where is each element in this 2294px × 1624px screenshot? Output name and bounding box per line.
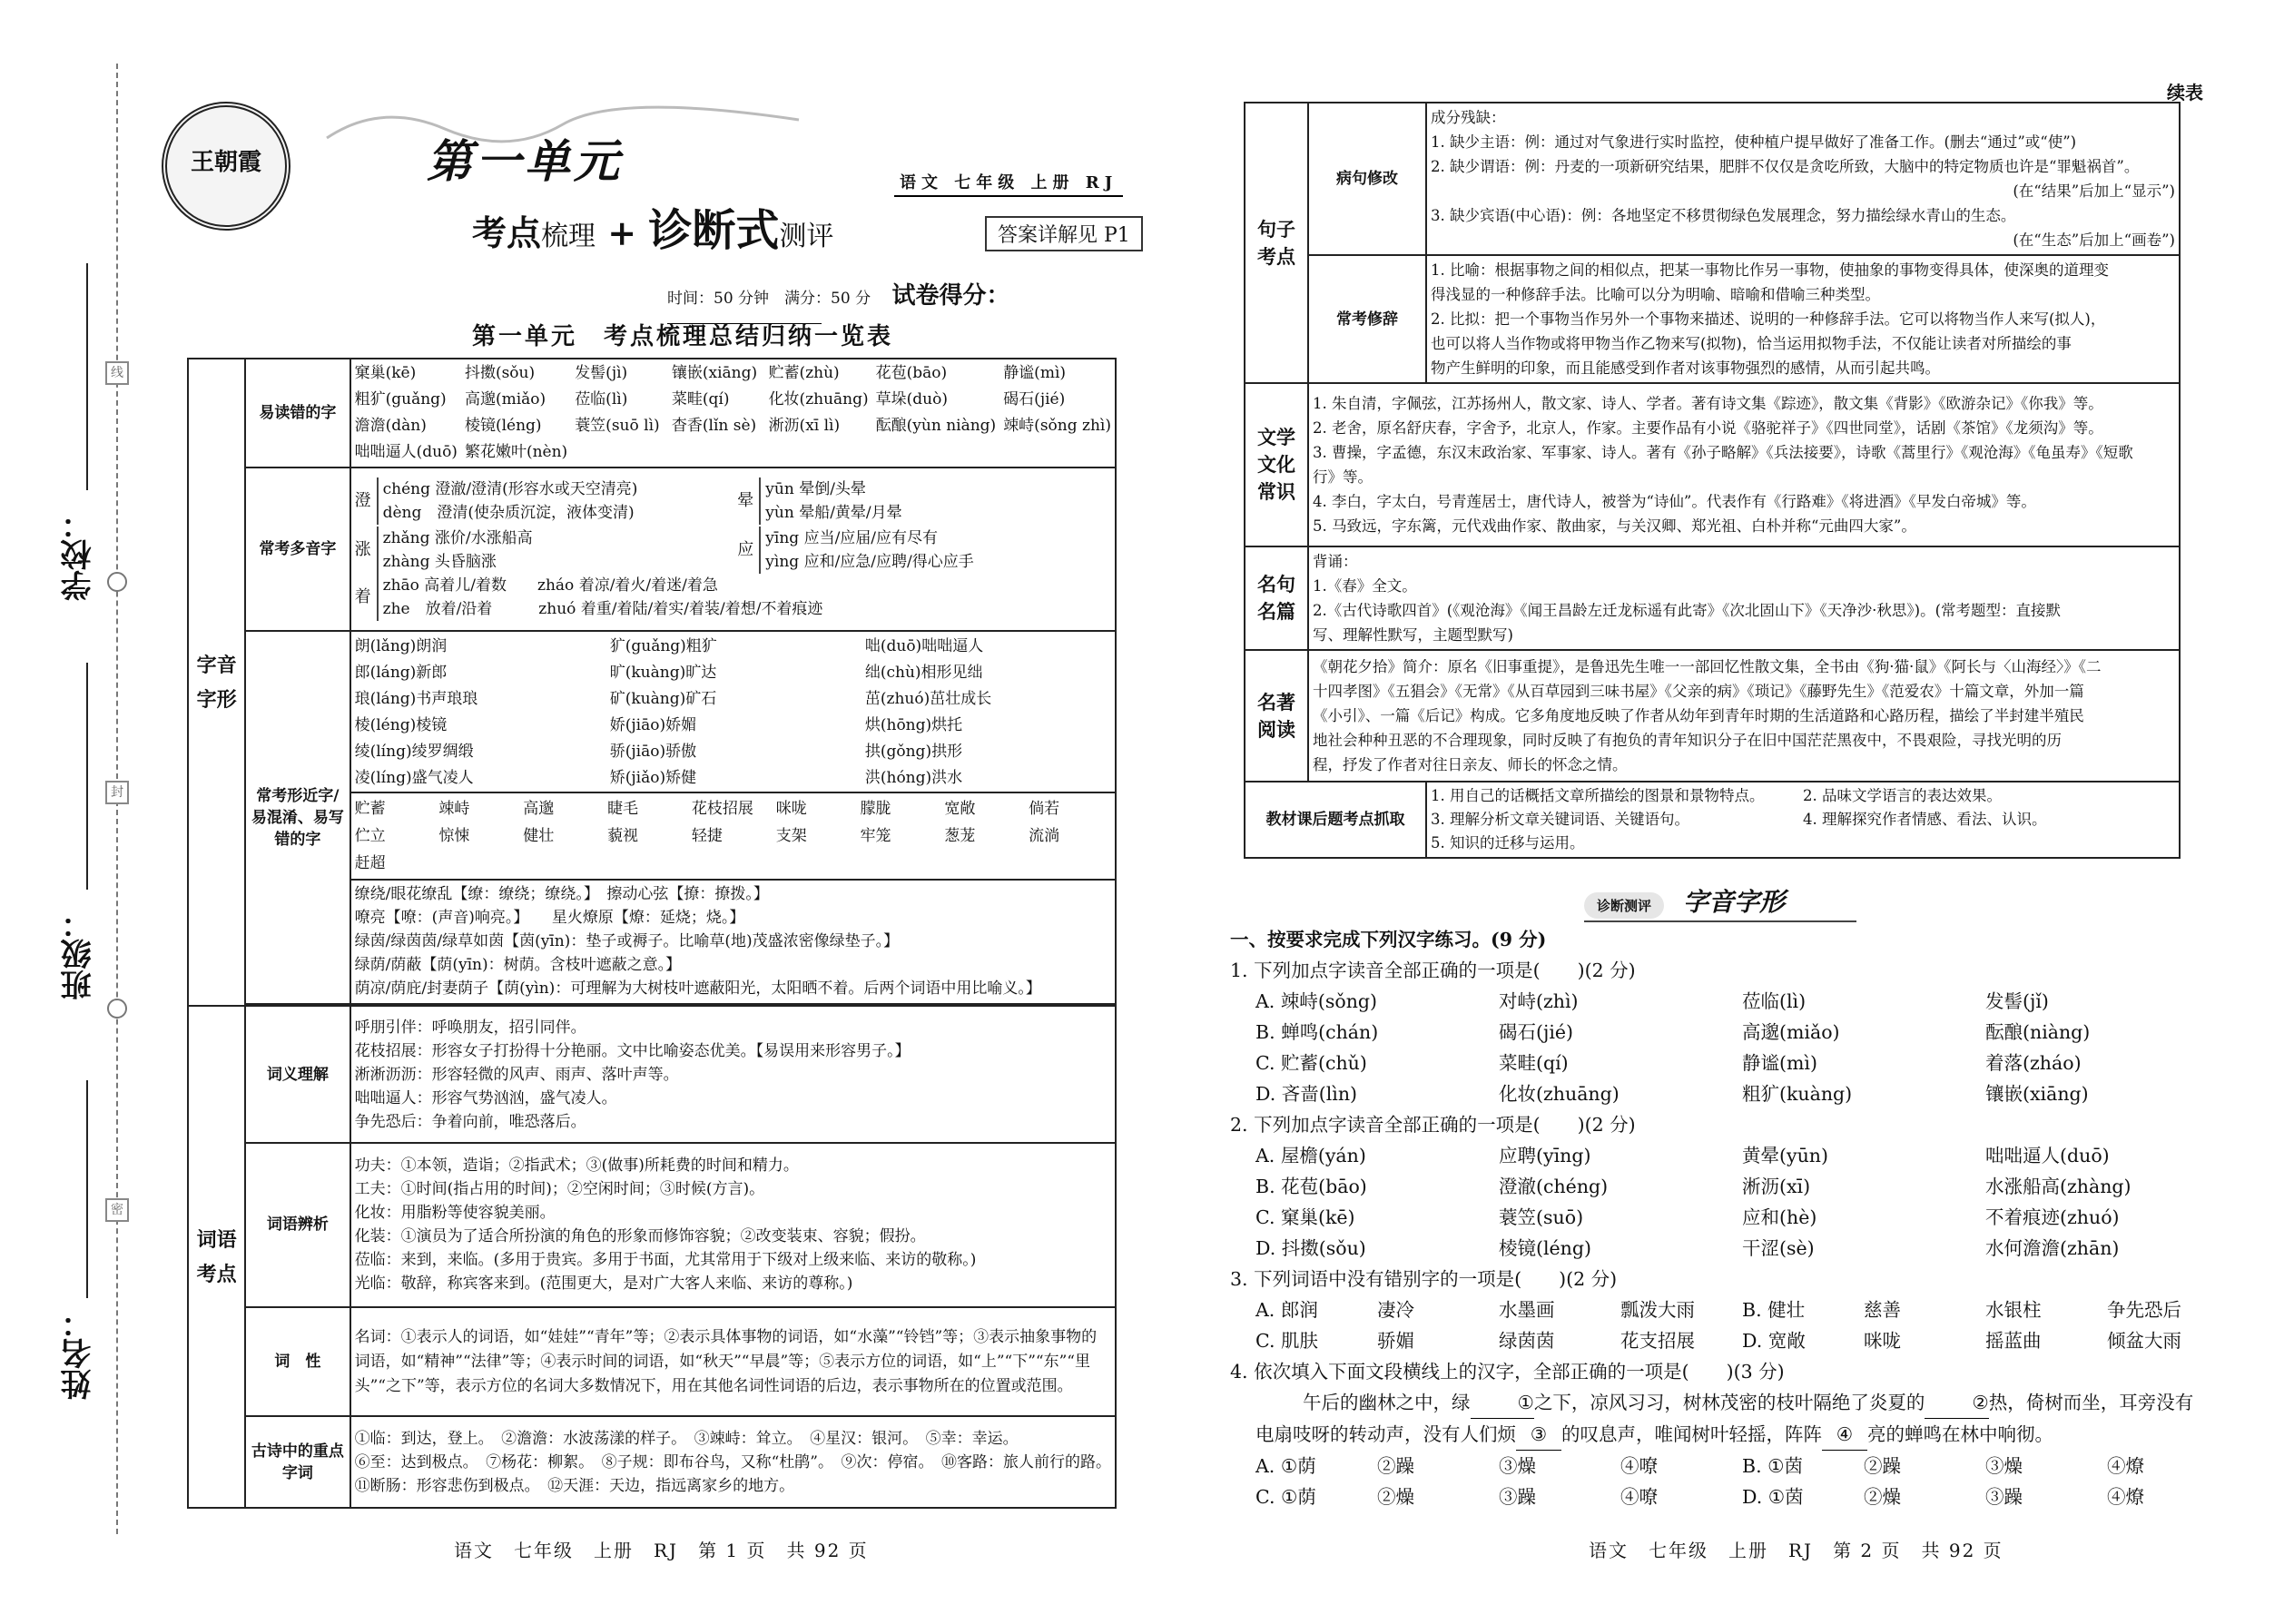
easy-read-item: 咄咄逼人(duō) [354,443,458,462]
quotes-cell [1308,546,2180,650]
name-blank [86,1080,88,1298]
name-label: 姓名： [61,1307,97,1400]
blank-1[interactable]: ① [1471,1387,1534,1419]
category-ci-yu-kao-dian: 词语考点 [188,1006,245,1508]
part-one-heading: 一、按要求完成下列汉字练习。(9 分) [1230,929,1547,950]
category-zi-yin-zi-xing: 字音字形 [188,359,245,1006]
option-item: 应和(hè) [1742,1206,1817,1228]
meaning-line: 花枝招展：形容女子打扮得十分艳丽。文中比喻姿态优美。【易误用来形容男子。】 [354,1041,911,1060]
classic-line: 程，抒发了作者对往日亲友、师长的怀念之情。 [1313,756,1628,773]
confusable-note-line: 绿荫/荫蔽【荫(yīn)：树荫。含枝叶遮蔽之意。】 [354,956,682,975]
option-item: A. 郎润 [1255,1299,1318,1321]
answer-reference-box: 答案详解见 P1 [985,216,1143,251]
option-item: ③燥 [1985,1455,2023,1477]
question-4[interactable]: 4. 依次填入下面文段横线上的汉字，全部正确的一项是( )(3 分) [1230,1361,1785,1383]
confusable-note-line: 荫凉/荫庇/封妻荫子【荫(yìn)：可理解为大树枝叶遮蔽阳光，太阳晒不着。后两个词语中用比喻义。】 [354,979,1041,999]
polyphone-yun: 晕 yūn 晕倒/头晕 yùn 晕船/黄晕/月晕 [737,477,1111,525]
easy-read-item: 窠巢(kē) [354,364,417,383]
category-sentence: 句子考点 [1245,103,1308,383]
question-2[interactable]: 2. 下列加点字读音全部正确的一项是( )(2 分) [1230,1114,1636,1136]
seal-mark-xian: 线 [105,361,129,385]
class-blank [86,663,88,890]
literature-line: 5. 马致远，字东篱，元代戏曲作家、散曲家，与关汉卿、郑光祖、白朴并称“元曲四大家”。 [1313,517,1916,535]
option-item: 水何澹澹(zhān) [1985,1237,2120,1259]
literature-line: 2. 老舍，原名舒庆春，字舍予，北京人，作家。主要作品有小说《骆驼祥子》《四世同堂》，话剧《茶馆》《龙须沟》等。 [1313,419,2103,437]
confusable-word: 睫毛 [607,800,639,819]
poem-word-line: ⑥至：达到极点。 ⑦杨花：柳絮。 ⑧子规：即布谷鸟，又称“杜鹃”。 ⑨次：停宿。 ⑩客路：旅人前行的路。 [354,1452,1111,1471]
distinguish-cell [350,1143,1116,1307]
question-1-options[interactable] [1230,986,2229,1109]
confusable-word: 高邈 [523,800,555,819]
classic-reading-cell [1308,650,2180,782]
similar-char-item: 拱(gǒng)拱形 [864,743,963,762]
distinguish-line: 化装：①演员为了适合所扮演的角色的形象而修饰容貌；②改变装束、容貌；假扮。 [354,1227,926,1246]
confusable-word: 贮蓄 [354,800,386,819]
confusable-word: 流淌 [1029,827,1060,846]
confusable-word: 花枝招展 [691,800,753,819]
option-item: 咄咄逼人(duō) [1985,1145,2110,1166]
confusable-note-line: 嘹亮【嘹：(声音)响亮。】 星火燎原【燎：延烧；烧。】 [354,909,745,928]
time-full-text: 时间：50 分钟 满分：50 分 [667,290,871,308]
option-item: 碣石(jié) [1499,1021,1574,1043]
easy-read-item: 花苞(bāo) [875,364,948,383]
option-item: B. ①茵 [1742,1455,1803,1477]
summary-table [187,358,1117,1509]
option-item: 水涨船高(zhàng) [1985,1176,2132,1197]
easy-read-item: 酝酿(yùn niàng) [875,417,997,436]
polyphone-ying: 应 yīng 应当/应届/应有尽有 yìng 应和/应急/应聘/得心应手 [737,527,1111,574]
confusable-word: 倘若 [1029,800,1060,819]
confusable-word: 竦峙 [438,800,470,819]
option-item: 倾盆大雨 [2107,1330,2181,1352]
literature-line: 4. 李白，字太白，号青莲居士，唐代诗人，被誉为“诗仙”。代表作有《行路难》《将进酒》《早发白帝城》等。 [1313,493,2036,510]
similar-char-item: 旷(kuàng)旷达 [609,664,717,683]
easy-read-item: 莅临(lì) [575,390,628,409]
option-item: D. 抖擞(sǒu) [1255,1237,1366,1259]
easy-read-item: 棱镜(léng) [464,417,542,436]
option-item: 粗犷(kuàng) [1742,1083,1853,1105]
brand-logo: 王朝霞 [162,102,290,231]
option-item: C. 肌肤 [1255,1330,1318,1352]
similar-chars-list [355,635,1111,790]
subcat-distinguish: 词语辨析 [245,1143,350,1307]
option-item: C. 窠巢(kē) [1255,1206,1355,1228]
category-textbook: 教材课后题考点抓取 [1245,782,1426,858]
part-of-speech-cell: 名词：①表示人的词语，如“娃娃”“青年”等；②表示具体事物的词语，如“水藻”“铃铛”等；③表示抽象事物的词语，如“精神”“法律”等；④表示时间的词语，如“秋天”“早晨”等；⑤表示方位的词语，如“上”“下”“东”“里头”“之下”等，表示方位的名词大多数情况下，用在其他名词性词语的后边，表示事物所在的位置或范围。 [350,1307,1116,1417]
confusable-word: 赶超 [354,854,386,873]
fault-line: 1. 缺少主语：例：通过对气象进行实时监控，使种植户提早做好了准备工作。(删去“通过”或“使”) [1431,133,2077,151]
easy-read-item: 粗犷(guǎng) [354,390,447,409]
similar-char-item: 凌(líng)盛气凌人 [354,769,474,788]
option-item: ④嘹 [1620,1455,1658,1477]
option-item: D. ①茵 [1742,1486,1804,1508]
option-item: ④嘹 [1620,1486,1658,1508]
rhetoric-line: 也可以将人当作物或将甲物当作乙物来写(拟物)，恰当运用拟物手法，不仅能让读者对所描绘的事 [1431,335,2072,352]
school-blank [86,263,88,490]
similar-char-item: 犷(guǎng)粗犷 [609,637,717,656]
polyphone-cheng: 澄 chéng 澄澈/澄清(形容水或天空清亮) dèng 澄清(使杂质沉淀，液体变清) [355,477,729,525]
option-item: 黄晕(yūn) [1742,1145,1828,1166]
option-item: A. ①荫 [1255,1455,1316,1477]
option-item: 镶嵌(xiāng) [1985,1083,2089,1105]
binding-hole [107,999,127,1019]
option-item: 咪咙 [1864,1330,1901,1352]
confusable-note-line: 缭绕/眼花缭乱【缭：缭绕；缭绕。】 擦动心弦【撩：撩拨。】 [354,885,769,904]
option-item: 凄冷 [1377,1299,1414,1321]
confusable-words-list [355,797,1111,875]
fault-line: (在“结果”后加上“显示”) [2013,182,2175,200]
question-3-options[interactable] [1230,1294,2229,1356]
option-item: ②燥 [1864,1486,1901,1508]
confusable-notes [351,881,1115,1002]
question-4-passage: 午后的幽林之中，绿 ①之下，凉风习习，树林茂密的枝叶隔绝了炎夏的 ②热，倚树而坐，耳旁没有 [1230,1387,2229,1419]
faulty-sentence-cell [1426,103,2180,255]
option-item: 水银柱 [1985,1299,2042,1321]
subcat-easy-read: 易读错的字 [245,359,350,468]
option-item: 摇蓝曲 [1985,1330,2042,1352]
option-item: 不着痕迹(zhuó) [1985,1206,2120,1228]
question-2-options[interactable] [1230,1140,2229,1264]
unit-subtitle: 考点梳理 + 诊断式测评 [472,205,834,256]
meaning-cell [350,1006,1116,1143]
subcat-polyphone: 常考多音字 [245,468,350,632]
option-item: ④燎 [2107,1486,2144,1508]
distinguish-line: 化妆：用脂粉等使容貌美丽。 [354,1204,556,1223]
easy-read-item: 静谧(mì) [1003,364,1067,383]
option-item: 骄媚 [1377,1330,1414,1352]
summary-table-title: 第一单元 考点梳理总结归纳一览表 [472,323,894,350]
textbook-item: 3. 理解分析文章关键词语、关键语句。 [1431,811,1689,828]
option-item: 花支招展 [1620,1330,1695,1352]
question-1[interactable]: 1. 下列加点字读音全部正确的一项是( )(2 分) [1230,960,1636,981]
polyphone-zhang: 涨 zhǎng 涨价/水涨船高 zhàng 头昏脑涨 [355,527,729,574]
textbook-item: 5. 知识的迁移与运用。 [1431,834,1585,851]
school-label: 学校： [61,508,97,601]
textbook-item: 4. 理解探究作者情感、看法、认识。 [1803,811,2047,828]
option-item: D. 吝啬(lìn) [1255,1083,1358,1105]
quote-line: 2.《古代诗歌四首》(《观沧海》《闻王昌龄左迁龙标遥有此寄》《次北固山下》《天净沙·秋思》)。(常考题型：直接默 [1313,602,2062,619]
easy-read-item: 高邈(miǎo) [464,390,546,409]
confusable-word: 牢笼 [860,827,891,846]
rhetoric-cell [1426,255,2180,383]
subcat-poem-words: 古诗中的重点字词 [245,1416,350,1508]
section-tag: 诊断测评 [1584,892,1664,919]
similar-char-item: 琅(láng)书声琅琅 [354,690,478,709]
easy-read-item: 草垛(duò) [875,390,948,409]
class-label: 班级： [61,908,97,1000]
category-classic-reading: 名著阅读 [1245,650,1308,782]
polyphone-zhao: 着 zhāo 高着儿/着数 zháo 着凉/着火/着迷/着急 zhe 放着/沿着 zhuó 着重/着陆/着实/着装/着想/不着痕迹 [355,574,1111,621]
easy-read-item: 镶嵌(xiāng) [671,364,758,383]
question-3[interactable]: 3. 下列词语中没有错别字的一项是( )(2 分) [1230,1268,1618,1290]
option-item: A. 竦峙(sǒng) [1255,990,1378,1012]
similar-char-item: 棱(léng)棱镜 [354,716,448,735]
easy-read-item: 蓑笠(suō lì) [575,417,660,436]
easy-read-cell [350,359,1116,468]
textbook-cell [1426,782,2180,858]
option-item: B. 花苞(bāo) [1255,1176,1367,1197]
option-item: ③躁 [1985,1486,2023,1508]
similar-char-item: 矿(kuàng)矿石 [609,690,717,709]
option-item: 对峙(zhì) [1499,990,1579,1012]
option-item: 争先恐后 [2107,1299,2181,1321]
questions-area [1230,924,2229,1512]
similar-char-item: 郎(láng)新郎 [354,664,448,683]
option-item: 澄澈(chéng) [1499,1176,1609,1197]
option-item: ②躁 [1377,1455,1414,1477]
confusable-word: 咪咙 [775,800,807,819]
quote-line: 写、理解性默写，主题型默写) [1313,626,1513,644]
easy-read-item: 繁花嫩叶(nèn) [464,443,568,462]
fault-line: 3. 缺少宾语(中心语)：例：各地坚定不移贯彻绿色发展理念，努力描绘绿水青山的生态。 [1431,207,2016,224]
option-item: ③燥 [1499,1455,1536,1477]
binding-hole [107,572,127,592]
easy-read-item: 碣石(jié) [1003,390,1066,409]
subcat-similar-chars: 常考形近字/易混淆、易写错的字 [245,631,350,1004]
meaning-line: 争先恐后：争着向前，唯恐落后。 [354,1112,586,1131]
poem-word-line: ⑪断肠：形容悲伤到极点。 ⑫天涯：天边，指远离家乡的地方。 [354,1476,795,1495]
similar-char-item: 绫(líng)绫罗绸缎 [354,743,474,762]
poem-word-line: ①临：到达，登上。 ②澹澹：水波荡漾的样子。 ③竦峙：耸立。 ④星汉：银河。 ⑤幸：幸运。 [354,1429,1019,1448]
confusable-word: 朦胧 [860,800,891,819]
distinguish-line: 工夫：①时间(指占用的时间)；②空闲时间；③时候(方言)。 [354,1180,765,1199]
option-item: 棱镜(léng) [1499,1237,1592,1259]
option-item: 莅临(lì) [1742,990,1807,1012]
confusable-word: 宽敞 [944,800,976,819]
confusable-word: 藐视 [607,827,639,846]
option-item: 高邈(miǎo) [1742,1021,1840,1043]
section-banner [1584,882,1856,922]
option-item: ②燥 [1377,1486,1414,1508]
option-item: D. 宽敞 [1742,1330,1806,1352]
meaning-line: 淅淅沥沥：形容轻微的风声、雨声、落叶声等。 [354,1065,679,1084]
question-4-passage-cont: 电扇吱呀的转动声，没有人们烦 ③ 的叹息声，唯闻树叶轻摇，阵阵 ④ 亮的蝉鸣在林中响彻。 [1230,1419,2229,1451]
option-item: 着落(zháo) [1985,1052,2082,1074]
subcat-rhetoric: 常考修辞 [1308,255,1426,383]
quote-line: 背诵： [1313,553,1358,570]
similar-char-item: 茁(zhuó)茁壮成长 [864,690,992,709]
option-item: B. 蝉鸣(chán) [1255,1021,1379,1043]
option-item: 慈善 [1864,1299,1901,1321]
continued-label: 续表 [2167,82,2203,103]
similar-char-item: 咄(duō)咄咄逼人 [864,637,984,656]
fault-line: 2. 缺少谓语：例：丹麦的一项新研究结果，肥胖不仅仅是贪吃所致，大脑中的特定物质也许是“罪魁祸首”。 [1431,158,2140,175]
score-label: 试卷得分： [891,282,1010,310]
rhetoric-line: 物产生鲜明的印象，而且能感受到作者对该事物强烈的感情，从而引起共鸣。 [1431,359,1940,377]
similar-char-item: 绌(chù)相形见绌 [864,664,983,683]
similar-char-item: 娇(jiāo)娇媚 [609,716,697,735]
easy-read-list [355,361,1111,464]
option-item: ④燎 [2107,1455,2144,1477]
section-name: 字音字形 [1683,887,1786,917]
meaning-line: 咄咄逼人：形容气势汹汹，盛气凌人。 [354,1088,617,1107]
option-item: 淅沥(xī) [1742,1176,1811,1197]
confusable-word: 健壮 [523,827,555,846]
textbook-item: 1. 用自己的话概括文章所描绘的图景和景物特点。 [1431,787,1765,804]
confusable-word: 葱茏 [944,827,976,846]
option-item: C. ①荫 [1255,1486,1316,1508]
easy-read-item: 菜畦(qí) [671,390,730,409]
option-item: ③躁 [1499,1486,1536,1508]
similar-char-item: 朗(lǎng)朗润 [354,637,448,656]
option-item: 绿茵茵 [1499,1330,1555,1352]
quote-line: 1.《春》全文。 [1313,577,1417,595]
confusable-word: 支架 [775,827,807,846]
similar-chars-cell [350,631,1116,1004]
option-item: 干涩(sè) [1742,1237,1815,1259]
unit-title: 第一单元 [427,134,623,188]
easy-read-item: 澹澹(dàn) [354,417,427,436]
classic-line: 《小引》、一篇《后记》构成。它多角度地反映了作者从幼年到青年时期的生活道路和心路历程，描绘了半封建半殖民 [1313,707,2084,724]
polyphone-grid [355,477,1111,574]
page-footer-right: 语文 七年级 上册 RJ 第 2 页 共 92 页 [1589,1540,2004,1561]
confusable-word: 伫立 [354,827,386,846]
page-footer-left: 语文 七年级 上册 RJ 第 1 页 共 92 页 [454,1540,869,1561]
option-item: 发髻(jǐ) [1985,990,2049,1012]
distinguish-line: 功夫：①本领，造诣；②指武术；③(做事)所耗费的时间和精力。 [354,1156,799,1176]
literature-cell [1308,383,2180,546]
option-item: 酝酿(niàng) [1985,1021,2091,1043]
option-item: 菜畦(qí) [1499,1052,1569,1074]
easy-read-item: 抖擞(sǒu) [464,364,536,383]
classic-line: 地社会种种丑恶的不合理现象，同时反映了有抱负的青年知识分子在旧中国茫茫黑夜中，不畏艰险，寻找光明的历 [1313,732,2062,749]
subcat-part-of-speech: 词 性 [245,1307,350,1417]
category-literature: 文学文化常识 [1245,383,1308,546]
classic-line: 十四孝图》《五猖会》《无常》《从百草园到三味书屋》《父亲的病》《琐记》《藤野先生》《范爱农》十篇文章，外加一篇 [1313,683,2084,700]
fault-line: (在“生态”后加上“画卷”) [2013,231,2175,249]
option-item: 蓑笠(suō) [1499,1206,1584,1228]
poem-words-cell [350,1416,1116,1508]
similar-char-item: 矫(jiǎo)矫健 [609,769,697,788]
option-item: ②躁 [1864,1455,1901,1477]
similar-char-item: 骄(jiāo)骄傲 [609,743,697,762]
easy-read-item: 淅沥(xī lì) [768,417,841,436]
distinguish-line: 光临：敬辞，称宾客来到。(范围更大，是对广大客人来临、来访的尊称。) [354,1275,853,1294]
similar-char-item: 烘(hōng)烘托 [864,716,963,735]
meaning-line: 呼朋引伴：呼唤朋友，招引同伴。 [354,1018,586,1037]
blank-3[interactable]: ③ [1516,1419,1561,1451]
subcat-meaning: 词义理解 [245,1006,350,1143]
blank-2[interactable]: ② [1925,1387,1988,1419]
option-item: B. 健壮 [1742,1299,1806,1321]
easy-read-item: 竦峙(sǒng zhì) [1003,417,1111,436]
textbook-item: 2. 品味文学语言的表达效果。 [1803,787,2002,804]
rhetoric-line: 2. 比拟：把一个事物当作另外一个事物来描述、说明的一种修辞手法。它可以将物当作人来写(拟人)， [1431,310,2106,328]
polyphone-cell [350,468,1116,632]
classic-line: 《朝花夕拾》简介：原名《旧事重提》，是鲁迅先生唯一一部回忆性散文集，全书由《狗·猫·鼠》《阿长与〈山海经〉》《二 [1313,658,2102,675]
option-item: C. 贮蓄(chǔ) [1255,1052,1367,1074]
literature-line: 1. 朱自清，字佩弦，江苏扬州人，散文家、诗人、学者。著有诗文集《踪迹》，散文集《背影》《欧游杂记》《你我》等。 [1313,395,2103,412]
option-item: 应聘(yīng) [1499,1145,1591,1166]
category-quotes: 名句名篇 [1245,546,1308,650]
rhetoric-line: 1. 比喻：根据事物之间的相似点，把某一事物比作另一事物，使抽象的事物变得具体，使深奥的道理变 [1431,261,2109,279]
literature-line: 行》等。 [1313,468,1373,486]
option-item: 水墨画 [1499,1299,1555,1321]
distinguish-line: 莅临：来到，来临。(多用于贵宾。多用于书面，尤其常用于下级对上级来临、来访的敬称。) [354,1251,977,1270]
option-item: 化妆(zhuāng) [1499,1083,1620,1105]
rhetoric-line: 得浅显的一种修辞手法。比喻可以分为明喻、暗喻和借喻三种类型。 [1431,286,1880,303]
seal-mark-mi: 密 [105,1198,129,1222]
continued-table [1244,102,2181,859]
blank-4[interactable]: ④ [1822,1419,1867,1451]
similar-char-item: 洪(hóng)洪水 [864,769,963,788]
easy-read-item: 杳香(lǐn sè) [671,417,757,436]
fault-line: 成分残缺： [1431,109,1506,126]
easy-read-item: 化妆(zhuāng) [768,390,869,409]
option-item: 瓢泼大雨 [1620,1299,1695,1321]
easy-read-item: 贮蓄(zhù) [768,364,840,383]
subject-grade-tag: 语文 七年级 上册 RJ [894,168,1123,197]
option-item: A. 屋檐(yán) [1255,1145,1366,1166]
seal-mark-feng: 封 [105,781,129,804]
confusable-word: 轻捷 [691,827,723,846]
easy-read-item: 发髻(jì) [575,364,628,383]
textbook-items [1431,784,2175,855]
confusable-note-line: 绿茵/绿茵茵/绿草如茵【茵(yīn)：垫子或褥子。比喻草(地)茂盛浓密像绿垫子。】 [354,932,900,951]
option-item: 静谧(mì) [1742,1052,1817,1074]
confusable-word: 惊悚 [438,827,470,846]
subcat-faulty-sentence: 病句修改 [1308,103,1426,255]
literature-line: 3. 曹操，字孟德，东汉末政治家、军事家、诗人。著有《孙子略解》《兵法接要》，诗歌《蒿里行》《观沧海》《龟虽寿》《短歌 [1313,444,2133,461]
question-4-options[interactable] [1230,1451,2229,1512]
